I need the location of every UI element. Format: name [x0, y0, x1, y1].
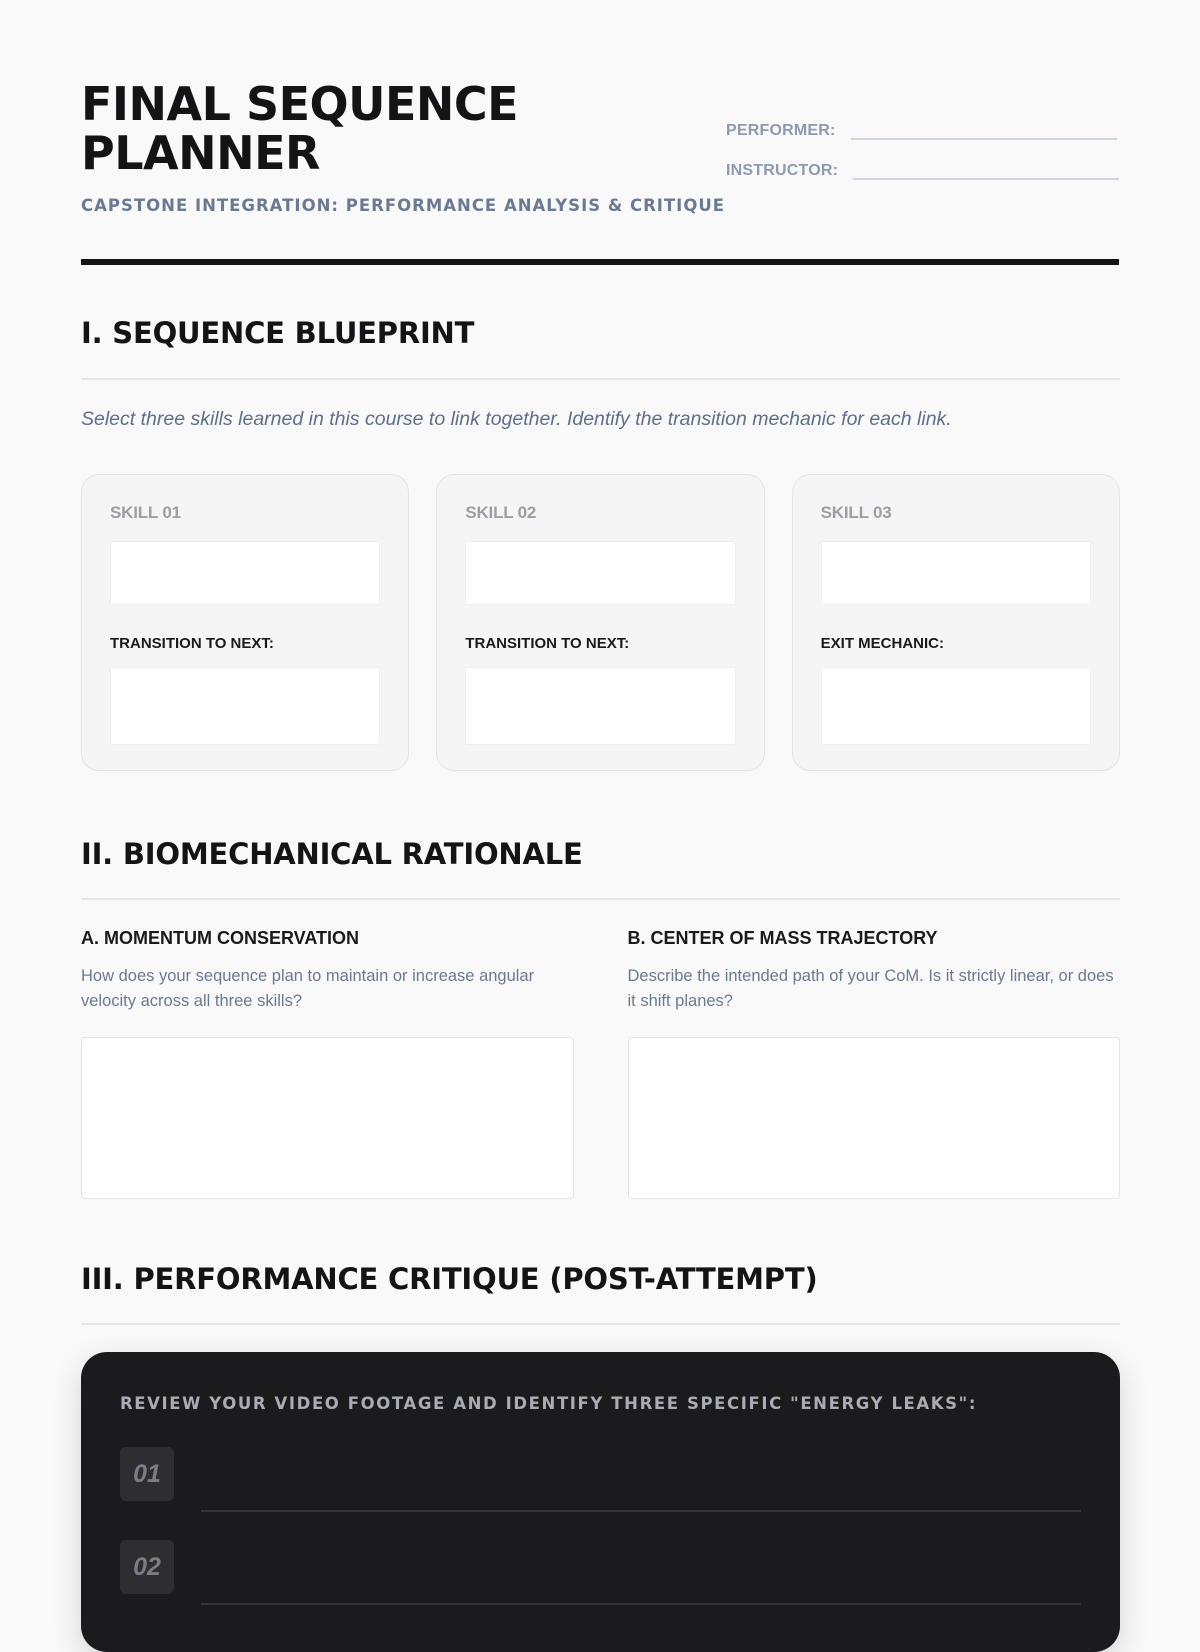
transition-label: TRANSITION TO NEXT:	[465, 635, 630, 652]
rationale-columns	[81, 928, 1120, 1199]
critique-panel	[81, 1352, 1120, 1652]
transition-label: TRANSITION TO NEXT:	[110, 635, 274, 652]
skill-cards	[81, 474, 1120, 771]
instructor-label: INSTRUCTOR:	[726, 162, 839, 179]
leak-2-answer-line[interactable]	[201, 1603, 1081, 1605]
critique-prompt: REVIEW YOUR VIDEO FOOTAGE AND IDENTIFY THREE SPECIFIC "ENERGY LEAKS":	[120, 1394, 978, 1413]
performer-field[interactable]	[851, 116, 1117, 140]
skill-3-input[interactable]	[821, 541, 1091, 605]
leak-number: 02	[120, 1540, 174, 1594]
skill-1-input[interactable]	[110, 541, 380, 605]
momentum-heading: A. MOMENTUM CONSERVATION	[81, 928, 359, 948]
skill-label: SKILL 01	[110, 503, 181, 522]
skill-card-2	[436, 474, 764, 771]
skill-label: SKILL 03	[820, 503, 892, 522]
section-divider	[81, 898, 1120, 900]
skill-2-transition-input[interactable]	[465, 667, 735, 745]
skill-2-input[interactable]	[465, 541, 735, 605]
skill-card-3	[792, 474, 1120, 771]
section-title-rationale: II. BIOMECHANICAL RATIONALE	[81, 837, 583, 871]
blueprint-instruction: Select three skills learned in this course to link together. Identify the transition mechanic for each link.	[81, 408, 952, 430]
instructor-signature	[726, 156, 1119, 180]
header-divider	[81, 259, 1119, 265]
exit-mechanic-label: EXIT MECHANIC:	[820, 635, 944, 652]
com-answer-input[interactable]	[628, 1037, 1121, 1199]
leak-1-answer-line[interactable]	[201, 1510, 1081, 1512]
title-line-1: FINAL SEQUENCE	[81, 77, 519, 131]
momentum-column	[81, 928, 574, 1199]
com-prompt: Describe the intended path of your CoM. Is it strictly linear, or does it shift planes?	[627, 967, 1114, 1010]
performer-label: PERFORMER:	[726, 122, 836, 139]
page-title	[81, 77, 601, 180]
energy-leak-row-1	[120, 1447, 1081, 1507]
com-heading: B. CENTER OF MASS TRAJECTORY	[627, 928, 938, 948]
skill-card-1	[81, 474, 409, 771]
section-title-blueprint: I. SEQUENCE BLUEPRINT	[81, 316, 475, 350]
momentum-answer-input[interactable]	[81, 1037, 574, 1199]
page-subtitle: CAPSTONE INTEGRATION: PERFORMANCE ANALYSIS & CRITIQUE	[81, 196, 726, 215]
energy-leak-row-2	[120, 1540, 1081, 1600]
instructor-field[interactable]	[853, 156, 1119, 180]
skill-label: SKILL 02	[465, 503, 537, 522]
leak-number: 01	[120, 1447, 174, 1501]
momentum-prompt: How does your sequence plan to maintain or increase angular velocity across all three skills?	[81, 967, 535, 1010]
section-divider	[81, 1323, 1120, 1325]
performer-signature	[726, 116, 1117, 140]
section-divider	[81, 378, 1120, 380]
com-column	[628, 928, 1121, 1199]
section-title-critique: III. PERFORMANCE CRITIQUE (POST-ATTEMPT)	[81, 1262, 818, 1296]
title-line-2: PLANNER	[81, 126, 320, 180]
skill-3-exit-input[interactable]	[821, 667, 1091, 745]
skill-1-transition-input[interactable]	[110, 667, 380, 745]
header	[81, 0, 1119, 265]
